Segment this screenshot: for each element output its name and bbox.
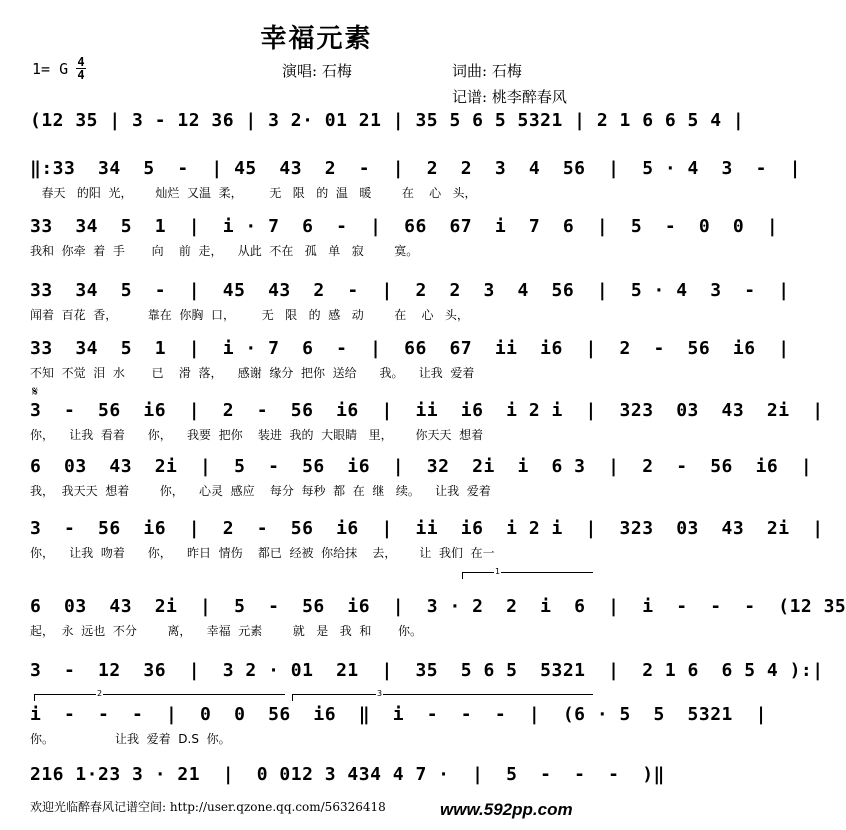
- notes: 33 34 5 1 | i · 7 6 - | 66 67 ii i6 | 2 - 56 i6 |: [30, 338, 790, 359]
- transcriber-credit: 记谱: 桃李醉春风: [452, 88, 567, 106]
- lyrics: 春天 的阳 光， 灿烂 又温 柔， 无 限 的 温 暖 在 心 头，: [30, 186, 477, 200]
- time-signature: [76, 56, 86, 81]
- lyrics: 起， 永 远也 不分 离， 幸福 元素 就 是 我 和 你。: [30, 624, 423, 638]
- lyrics: 你。 让我 爱着 D.S 你。: [30, 732, 231, 746]
- notes: 33 34 5 - | 45 43 2 - | 2 2 3 4 56 | 5 · 4 3 - |: [30, 280, 790, 301]
- notes: 3 - 56 i6 | 2 - 56 i6 | ii i6 i 2 i | 323 03 43 2i |: [30, 518, 824, 539]
- notes: 3 - 12 36 | 3 2 · 01 21 | 35 5 6 5 5321 | 2 1 6 6 5 4 ):|: [30, 660, 824, 681]
- notes: i - - - | 0 0 56 i6 ‖ i - - - | (6 · 5 5 5321 |: [30, 704, 767, 725]
- lyrics: 闻着 百花 香， 靠在 你胸 口， 无 限 的 感 动 在 心 头，: [30, 308, 469, 322]
- lyrics: 你， 让我 吻着 你， 昨日 情伤 都已 经被 你给抹 去， 让 我们 在一: [30, 546, 495, 560]
- volta-3-bracket: [292, 694, 593, 701]
- lyrics: 我和 你牵 着 手 向 前 走， 从此 不在 孤 单 寂 寞。: [30, 244, 419, 258]
- volta-2-bracket: [34, 694, 285, 701]
- lyrics: 不知 不觉 泪 水 已 滑 落， 感谢 缘分 把你 送给 我。 让我 爱着: [30, 366, 475, 380]
- notes: 6 03 43 2i | 5 - 56 i6 | 32 2i i 6 3 | 2 - 56 i6 |: [30, 456, 813, 477]
- composer-credit: 词曲: 石梅: [452, 62, 522, 80]
- key-signature: 1= G: [32, 60, 69, 78]
- notes: 216 1·23 3 · 21 | 0 012 3 434 4 7 · | 5 - - - )‖: [30, 764, 665, 785]
- site-watermark: www.592pp.com: [440, 800, 573, 819]
- volta-1-bracket: [462, 572, 593, 579]
- meter-top: 4: [77, 55, 85, 69]
- meter-bottom: 4: [77, 68, 85, 82]
- singer-credit: 演唱: 石梅: [282, 62, 352, 80]
- notes: ‖:33 34 5 - | 45 43 2 - | 2 2 3 4 56 | 5 · 4 3 - |: [30, 158, 801, 179]
- song-title: 幸福元素: [260, 24, 373, 54]
- notes: (12 35 | 3 - 12 36 | 3 2· 01 21 | 35 5 6 5 5321 | 2 1 6 6 5 4 |: [30, 110, 745, 131]
- notes: 6 03 43 2i | 5 - 56 i6 | 3 · 2 2 i 6 | i - - - (12 35: [30, 596, 846, 617]
- lyrics: 你， 让我 看着 你， 我要 把你 装进 我的 大眼睛 里， 你天天 想着: [30, 428, 484, 442]
- notes: 33 34 5 1 | i · 7 6 - | 66 67 i 7 6 | 5 - 0 0 |: [30, 216, 779, 237]
- segno-sign: 𝄋: [32, 384, 39, 400]
- lyrics: 我， 我天天 想着 你， 心灵 感应 每分 每秒 都 在 继 续。 让我 爱着: [30, 484, 491, 498]
- footer-text: 欢迎光临醉春风记谱空间: http://user.qzone.qq.com/56326418: [30, 800, 386, 814]
- notes: 3 - 56 i6 | 2 - 56 i6 | ii i6 i 2 i | 323 03 43 2i |: [30, 400, 824, 421]
- volta-2-number: 2: [97, 689, 103, 698]
- volta-3-number: 3: [377, 689, 383, 698]
- volta-1-number: 1: [495, 567, 501, 576]
